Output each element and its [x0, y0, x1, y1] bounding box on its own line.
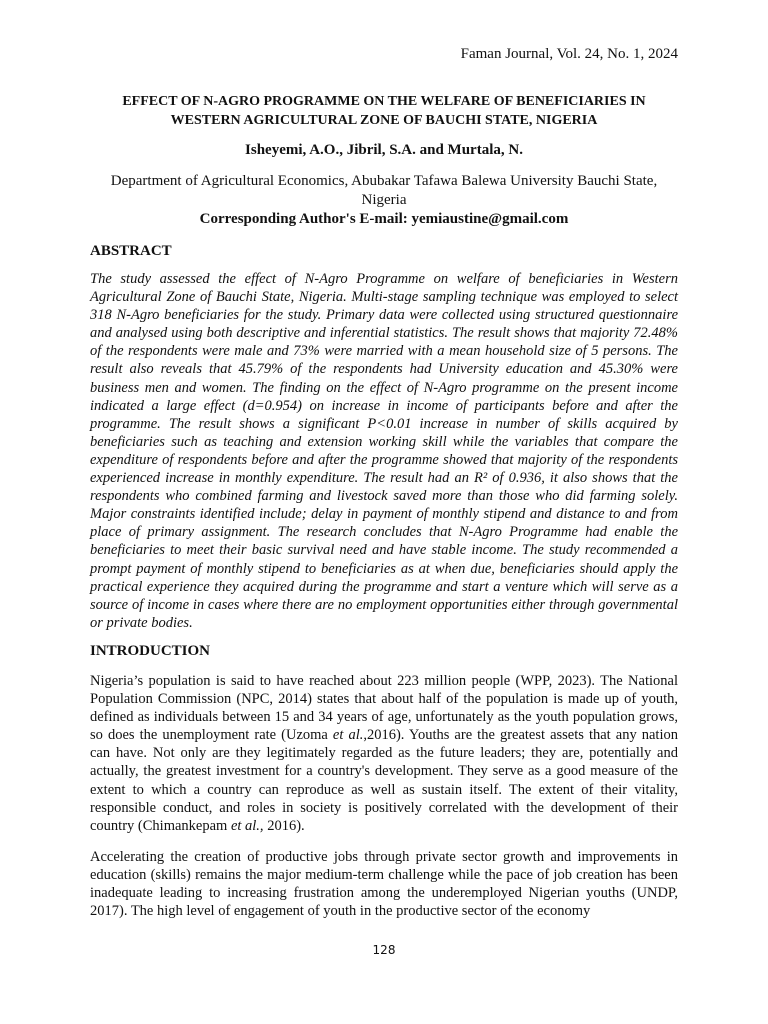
- journal-header: Faman Journal, Vol. 24, No. 1, 2024: [460, 46, 678, 62]
- intro-paragraph-2: Accelerating the creation of productive jobs through private sector growth and improvements in education (skills) remains the major medium-term challenge while the pace of job creation has been inadequate leading to increasing frustration among the underemployed Nigerian youths (UNDP, 2017). The high level of engagement of youth in the productive sector of the economy: [90, 849, 678, 920]
- introduction-heading: INTRODUCTION: [90, 643, 211, 659]
- intro-paragraph-1: [90, 672, 678, 835]
- intro-p1-etal-2: et al.,: [230, 817, 264, 834]
- abstract-heading: ABSTRACT: [90, 243, 172, 259]
- affiliation-block: [90, 172, 678, 229]
- abstract-text: The study assessed the effect of N-Agro Programme on welfare of beneficiaries in Western Agricultural Zone of Bauchi State, Nigeria. Multi-stage sampling technique was employed to select 318 N-Agro beneficiaries for the study. Primary data were collected using structured questionnaire and analysed using both descriptive and inferential statistics. The result shows that majority 72.48% of the respondents were male and 73% were married with a mean household size of 5 persons. The result also reveals that 45.79% of the respondents had University education and 45.30% were business men and women. The finding on the effect of N-Agro programme on the present income indicated a large effect (d=0.954) on increase in income of participants before and after the programme. The result shows a significant P<0.01 increase in number of skills acquired by beneficiaries such as teaching and extension working skill while the variables that compare the expenditure of respondents before and after the programme showed that majority of the respondents experienced increase in monthly expenditure. The result had an R² of 0.936, it also shows that the respondents who combined farming and livestock saved more than those who did farming solely. Major constraints identified include; delay in payment of monthly stipend and distance to and from place of primary assignment. The research concludes that N-Agro Programme had enable the beneficiaries to meet their basic survival need and have stable income. The study recommended a prompt payment of monthly stipend to beneficiaries as at when due, beneficiaries should apply the practical experience they acquired during the programme and start a venture which will serve as a source of income in cases where there are no employment opportunities either through governmental or private bodies.: [90, 271, 678, 631]
- intro-p1-etal-1: et al.: [332, 727, 364, 744]
- corresponding-email: Corresponding Author's E-mail: yemiaustine@gmail.com: [199, 211, 569, 227]
- intro-p1-part-a: Nigeria’s population is said to have reached about 223 million people (WPP, 2023). The National Population Commission (NPC, 2014) states that about half of the population is made up of youth, defined as individuals between 15 and 34 years of age, unfortunately as the youth population grows, so does the unemployment rate (Uzoma: [90, 673, 678, 744]
- intro-p1-part-c: 2016).: [263, 817, 305, 834]
- article-title: EFFECT OF N-AGRO PROGRAMME ON THE WELFARE OF BENEFICIARIES IN WESTERN AGRICULTURAL ZONE OF BAUCHI STATE, NIGERIA: [122, 94, 646, 128]
- intro-p1-part-b: ,2016). Youths are the greatest assets that any nation can have. Not only are they legitimately regarded as the future leaders; they are, potentially and actually, the greatest investment for a country's development. They serve as a good measure of the extent to which a country can reproduce as well as sustain itself. The extent of their vitality, responsible conduct, and roles in society is positively correlated with the development of their country (Chimankepam: [90, 727, 678, 834]
- page-number: 128: [372, 943, 396, 957]
- author-list: Isheyemi, A.O., Jibril, S.A. and Murtala, N.: [245, 142, 523, 158]
- affiliation: Department of Agricultural Economics, Abubakar Tafawa Balewa University Bauchi State, Nigeria: [110, 173, 658, 208]
